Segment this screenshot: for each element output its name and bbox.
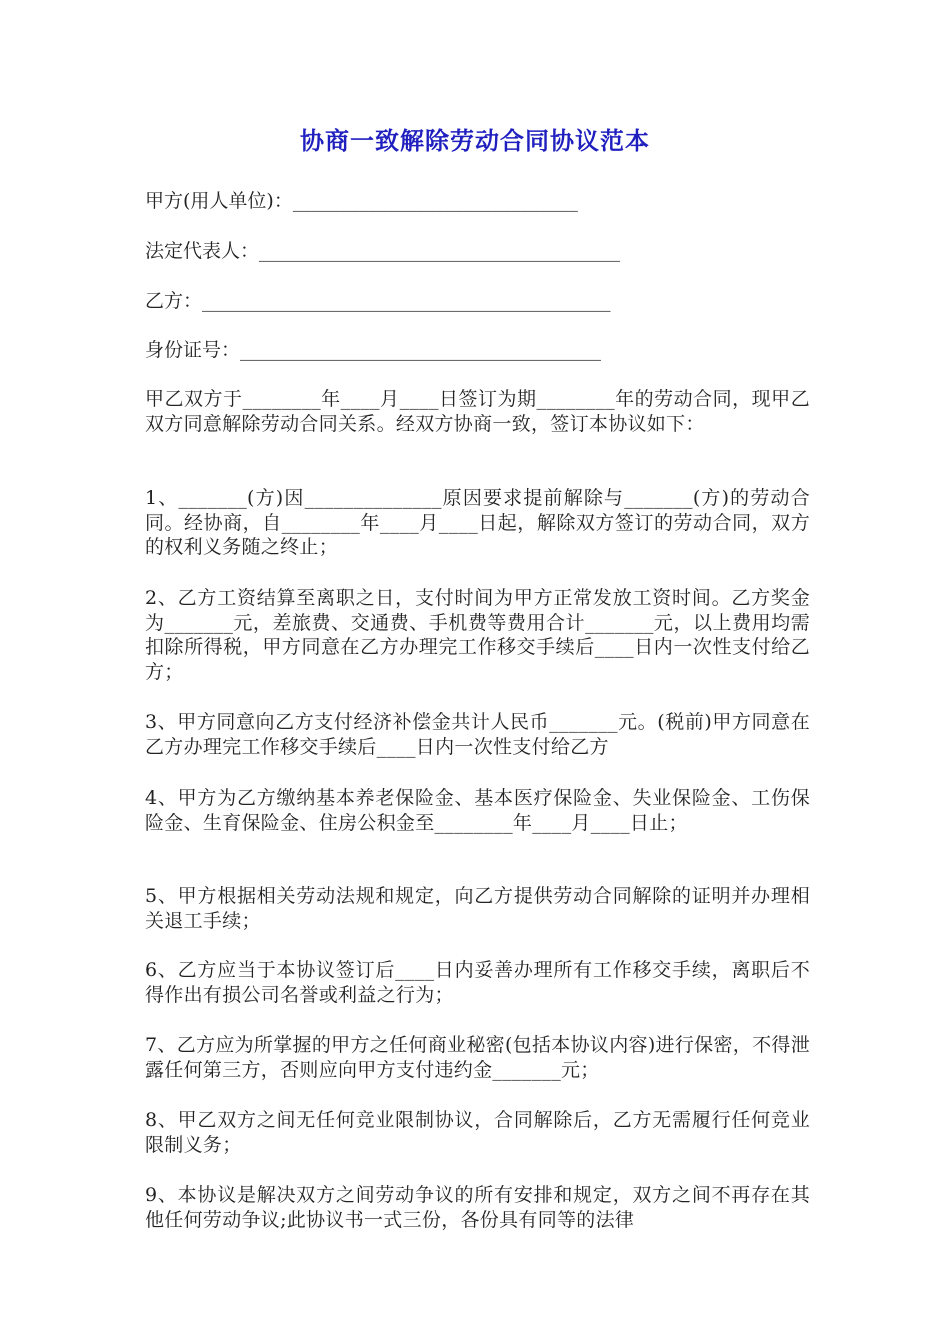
clause-4: 4、甲方为乙方缴纳基本养老保险金、基本医疗保险金、失业保险金、工伤保险金、生育保险金、住房公积金至________年____月____日止；: [145, 787, 810, 834]
intro-paragraph: 甲乙双方于________年____月____日签订为期________年的劳动合同，现甲乙双方同意解除劳动合同关系。经双方协商一致，签订本协议如下：: [145, 388, 810, 435]
party-a-blank: ______________________________: [292, 190, 578, 212]
party-a-label: 甲方(用人单位)：: [145, 190, 293, 212]
id-number-field: [145, 338, 601, 362]
document-title: 协商一致解除劳动合同协议范本: [300, 127, 650, 155]
clause-2: 2、乙方工资结算至离职之日，支付时间为甲方正常发放工资时间。乙方奖金为_______元，差旅费、交通费、手机费等费用合计_______元，以上费用均需扣除所得税，甲方同意在乙方办理完工作移交手续后____日内一次性支付给乙方；: [145, 587, 810, 683]
legal-rep-field: [145, 239, 620, 263]
party-b-blank: ___________________________________________: [202, 290, 611, 312]
id-number-blank: ______________________________________: [240, 339, 602, 361]
party-a-field: [145, 189, 578, 213]
clause-1: 1、_______(方)因______________原因要求提前解除与_______(方)的劳动合同。经协商，自________年____月____日起，解除双方签订的劳动合同，双方的权利义务随之终止；: [145, 487, 810, 558]
party-b-field: [145, 289, 611, 313]
clause-8: 8、甲乙双方之间无任何竞业限制协议，合同解除后，乙方无需履行任何竞业限制义务；: [145, 1109, 810, 1156]
clause-6: 6、乙方应当于本协议签订后____日内妥善办理所有工作移交手续，离职后不得作出有损公司名誉或利益之行为；: [145, 959, 810, 1006]
legal-rep-label: 法定代表人：: [145, 240, 260, 262]
legal-rep-blank: ______________________________________: [259, 240, 621, 262]
clause-9: 9、本协议是解决双方之间劳动争议的所有安排和规定，双方之间不再存在其他任何劳动争议;此协议书一式三份，各份具有同等的法律: [145, 1184, 810, 1231]
clause-5: 5、甲方根据相关劳动法规和规定，向乙方提供劳动合同解除的证明并办理相关退工手续；: [145, 885, 810, 932]
clause-3: 3、甲方同意向乙方支付经济补偿金共计人民币_______元。(税前)甲方同意在乙方办理完工作移交手续后____日内一次性支付给乙方: [145, 711, 810, 758]
clause-7: 7、乙方应为所掌握的甲方之任何商业秘密(包括本协议内容)进行保密，不得泄露任何第三方，否则应向甲方支付违约金_______元；: [145, 1034, 810, 1081]
party-b-label: 乙方：: [145, 290, 203, 312]
id-number-label: 身份证号：: [145, 339, 241, 361]
